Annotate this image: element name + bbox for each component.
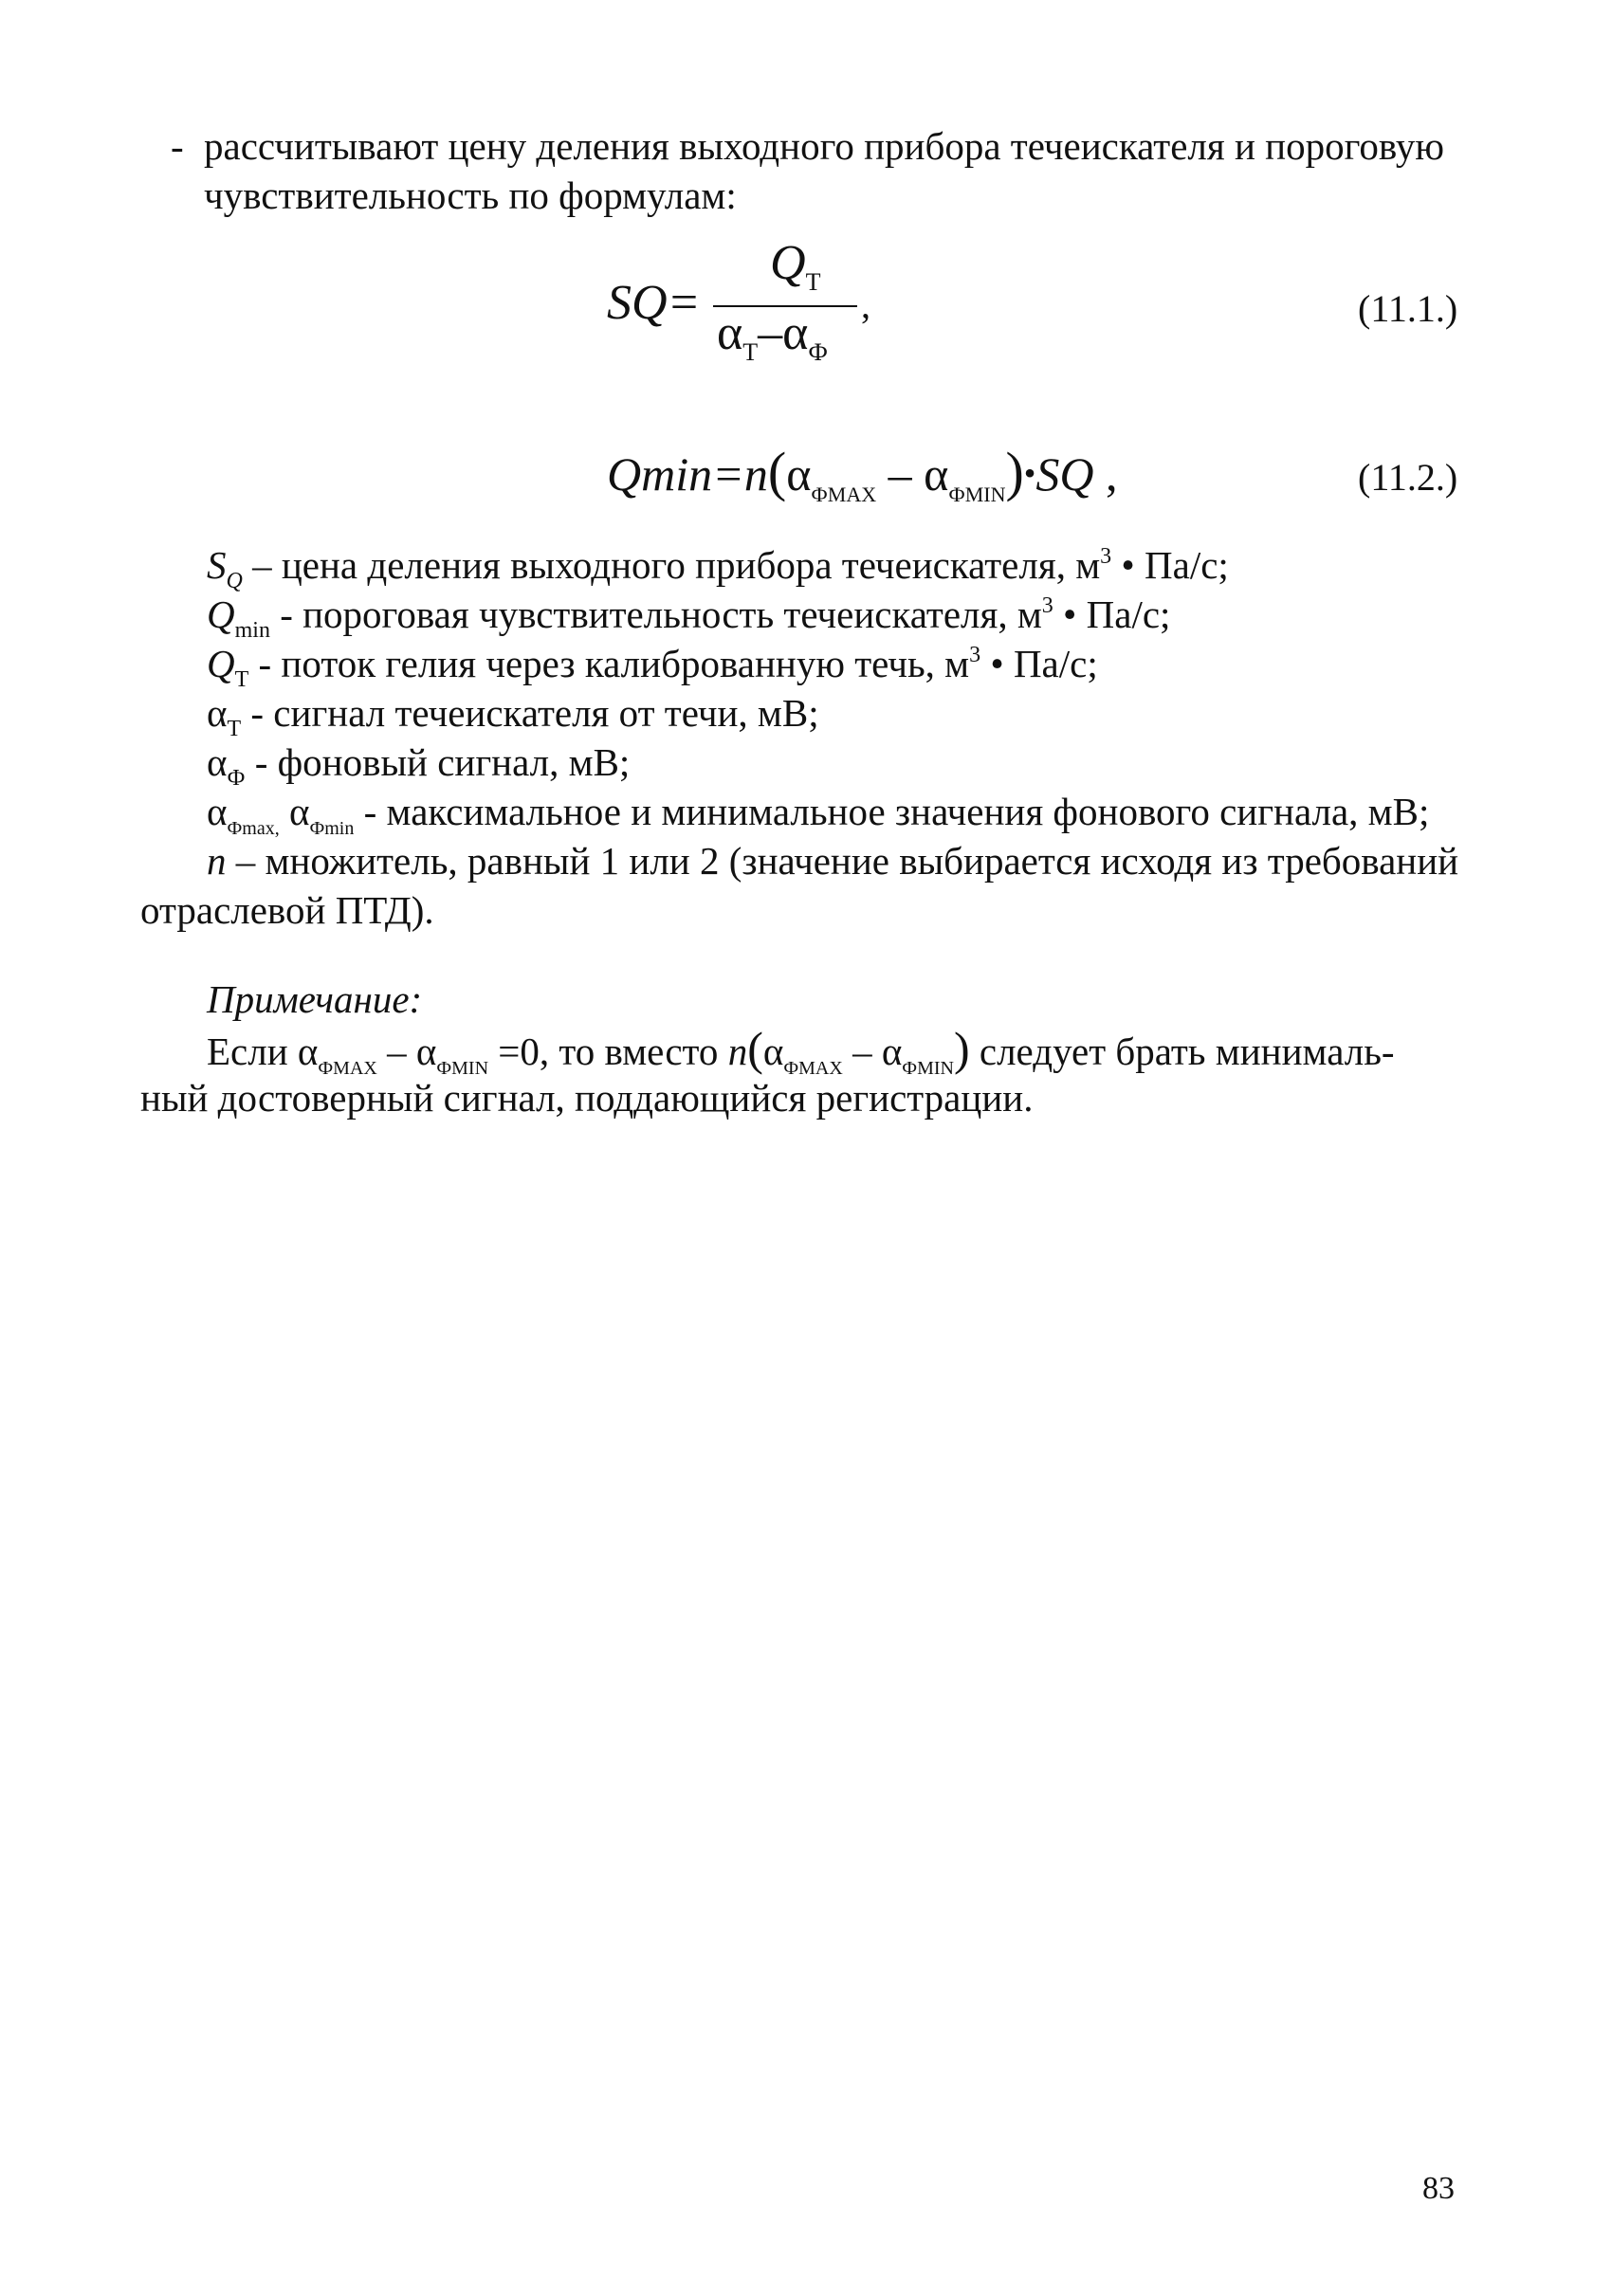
formula-11-2-lhs: Qmin=n xyxy=(607,447,768,501)
formula-11-2-dot: • xyxy=(1023,454,1036,492)
formula-11-2-alpha-min-sub: ФМIN xyxy=(948,483,1006,506)
formula-11-2-comma: , xyxy=(1093,447,1118,501)
equation-number-11-1: (11.1.) xyxy=(1358,287,1458,330)
note-line-1: Если $\alpha_{ФМАХ} - \alpha_{ФМIN} =0$, то вместо $n(\alpha_{ФМАХ} - \alpha_{ФМIN})$ следует брать минималь- xyxy=(207,1022,1395,1079)
definition-alpha-f: $\alpha_Ф$ - фоновый сигнал, мВ; xyxy=(207,740,631,791)
intro-dash: - xyxy=(171,124,184,168)
formula-11-2 xyxy=(607,441,1118,512)
definition-alpha-t: $\alpha_Т$ - сигнал течеискателя от течи, мВ; xyxy=(207,691,819,741)
equation-number-11-2: (11.2.) xyxy=(1358,456,1458,499)
formula-11-2-rhs: SQ xyxy=(1035,447,1094,501)
formula-11-2-close: ) xyxy=(1005,441,1024,502)
definition-sq: $S_Q$ – цена деления выходного прибора течеискателя, $м^3$ • Па/с; xyxy=(207,543,1229,593)
formula-11-1-lhs: SQ= xyxy=(607,276,701,330)
formula-11-2-open: ( xyxy=(767,441,787,502)
formula-11-2-alpha-min: α xyxy=(924,447,949,501)
definition-alpha-fmax-fmin: $\alpha_{Фmax,}$ $\alpha_{Фmin}$ - максимальное и минимальное значения фонового сигнала, мВ; xyxy=(207,790,1430,839)
definition-n-line-1: n – множитель, равный 1 или 2 (значение выбирается исходя из требований xyxy=(207,839,1459,883)
definition-n-line-2: отраслевой ПТД). xyxy=(140,888,434,932)
page-number: 83 xyxy=(1422,2171,1455,2206)
formula-11-1-numerator: $Q_Т$ xyxy=(770,236,821,296)
definition-qmin: $Q_{min}$ - пороговая чувствительность течеискателя, $м^3$ • Па/с; xyxy=(207,592,1171,643)
note-title: Примечание: xyxy=(207,977,423,1021)
definition-qt: $Q_Т$ - поток гелия через калиброванную течь, $м^3$ • Па/с; xyxy=(207,642,1098,692)
formula-11-2-alpha-max: α xyxy=(786,447,812,501)
formula-11-2-alpha-max-sub: ФМАХ xyxy=(811,483,877,506)
intro-line-2: чувствительность по формулам: xyxy=(204,173,737,217)
note-line-2: ный достоверный сигнал, поддающийся регистрации. xyxy=(140,1076,1034,1120)
intro-line-1: рассчитывают цену деления выходного прибора течеискателя и пороговую xyxy=(204,124,1444,168)
formula-11-1-comma: , xyxy=(861,283,870,326)
formula-11-1-denominator: $\alpha_Т-\alpha_Ф$ xyxy=(717,306,828,366)
formula-11-2-minus: – xyxy=(876,447,925,501)
